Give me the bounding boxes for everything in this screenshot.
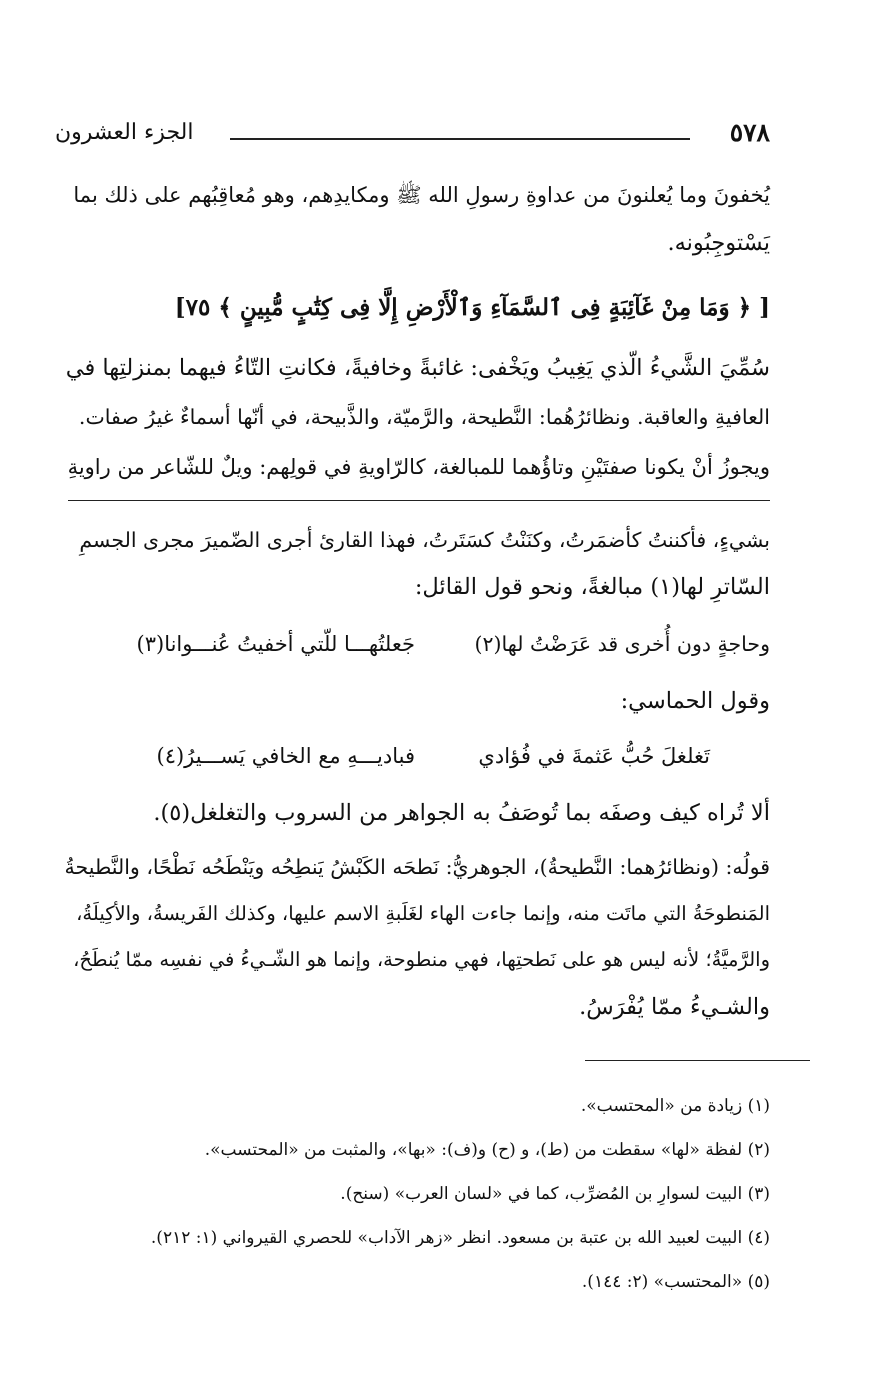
quote-line-1: قولُه: (ونظائرُهما: النَّطيحةُ)، الجوهريُّ: نَطحَه الكَبْشُ يَنطِحُه ويَنْطَحُه نَطْحًا، والنَّطيحةُ [64,855,770,879]
quote-line-4: والشـيءُ ممّا يُفْرَسُ. [579,994,770,1020]
footnote-5: (٥) «المحتسب» (٢: ١٤٤). [581,1272,770,1292]
footnote-4: (٤) البيت لعبيد الله بن عتبة بن مسعود. انظر «زهر الآداب» للحصري القيرواني (١: ٢١٢). [150,1228,770,1248]
para-line-3: ويجوزُ أنْ يكونا صفتَيْنِ وتاؤُهما للمبالغة، كالرّاويةِ في قولِهم: ويلٌ للشّاعر من راويةِ [67,455,770,479]
main-line-2: يَسْتوجِبُونه. [667,230,770,256]
poem2-second-hemistich: فباديـــهِ مع الخافي يَســـيرُ(٤) [156,744,415,768]
page-header [55,118,770,152]
header-rule [230,138,690,140]
footnotes-divider [585,1060,810,1061]
para-line-2: العافيةِ والعاقبة. ونظائرُهُما: النَّطيحة، والرَّميّة، والذَّبيحة، في أنّها أسماءٌ غيرُ صفات. [78,405,770,429]
main-line-1: يُخفونَ وما يُعلنونَ من عداوةِ رسولِ الله ﷺ ومكايدِهم، وهو مُعاقِبُهم على ذلك بما [73,183,770,207]
footnote-3: (٣) البيت لسوارِ بن المُضرِّب، كما في «لسان العرب» (سنح). [340,1184,770,1204]
poem2-first-hemistich: تَغلغلَ حُبُّ عَثمةَ في فُؤادي [478,744,710,768]
quote-line-3: والرَّميَّةُ؛ لأنه ليس هو على نَطحتِها، فهي منطوحة، وإنما هو الشّـيءُ في نفسِه ممّا يُنطَحُ، [73,948,770,971]
quote-line-2: المَنطوحَةُ التي ماتَت منه، وإنما جاءت الهاء لغَلَبةِ الاسم عليها، وكذلك الفَريسةُ، والأكِيلَةُ، [76,902,770,925]
quran-verse: [ ﴿ وَمَا مِنْ غَآئِبَةٍ فِى ٱلسَّمَآءِ وَٱلْأَرْضِ إِلَّا فِى كِتَٰبٍ مُّبِينٍ ﴾ ٧٥] [174,294,770,321]
commentary-line-1: بشيءٍ، فأكننتُ كأضمَرتُ، وكنَنْتُ كسَتَرتُ، فهذا القارئ أجرى الضّميرَ مجرى الجسمِ [79,528,770,552]
running-title: الجزء العشرون [55,120,194,145]
poem2-intro: وقول الحماسي: [620,688,770,714]
footnote-2: (٢) لفظة «لها» سقطت من (ط)، و (ح) و(ف): «بها»، والمثبت من «المحتسب». [204,1140,770,1160]
commentary-line-2: السّاترِ لها(١) مبالغةً، ونحو قول القائل: [414,574,770,600]
poem1-first-hemistich: وحاجةٍ دون أُخرى قد عَرَضْتُ لها(٢) [474,632,770,656]
page-number: ٥٧٨ [729,118,770,147]
para-line-1: سُمِّيَ الشَّيءُ الّذي يَغِيبُ ويَخْفى: غائبةً وخافيةً، فكانتِ التّاءُ فيهما بمنزلتِها في [65,355,770,381]
footnote-1: (١) زيادة من «المحتسب». [580,1096,770,1116]
main-divider [68,500,770,501]
poem1-second-hemistich: جَعلتُهـــا للّتي أخفيتُ عُنـــوانا(٣) [136,632,415,656]
after-poem-line: ألا تُراه كيف وصفَه بما تُوصَفُ به الجواهر من السروب والتغلغل(٥). [153,800,770,826]
